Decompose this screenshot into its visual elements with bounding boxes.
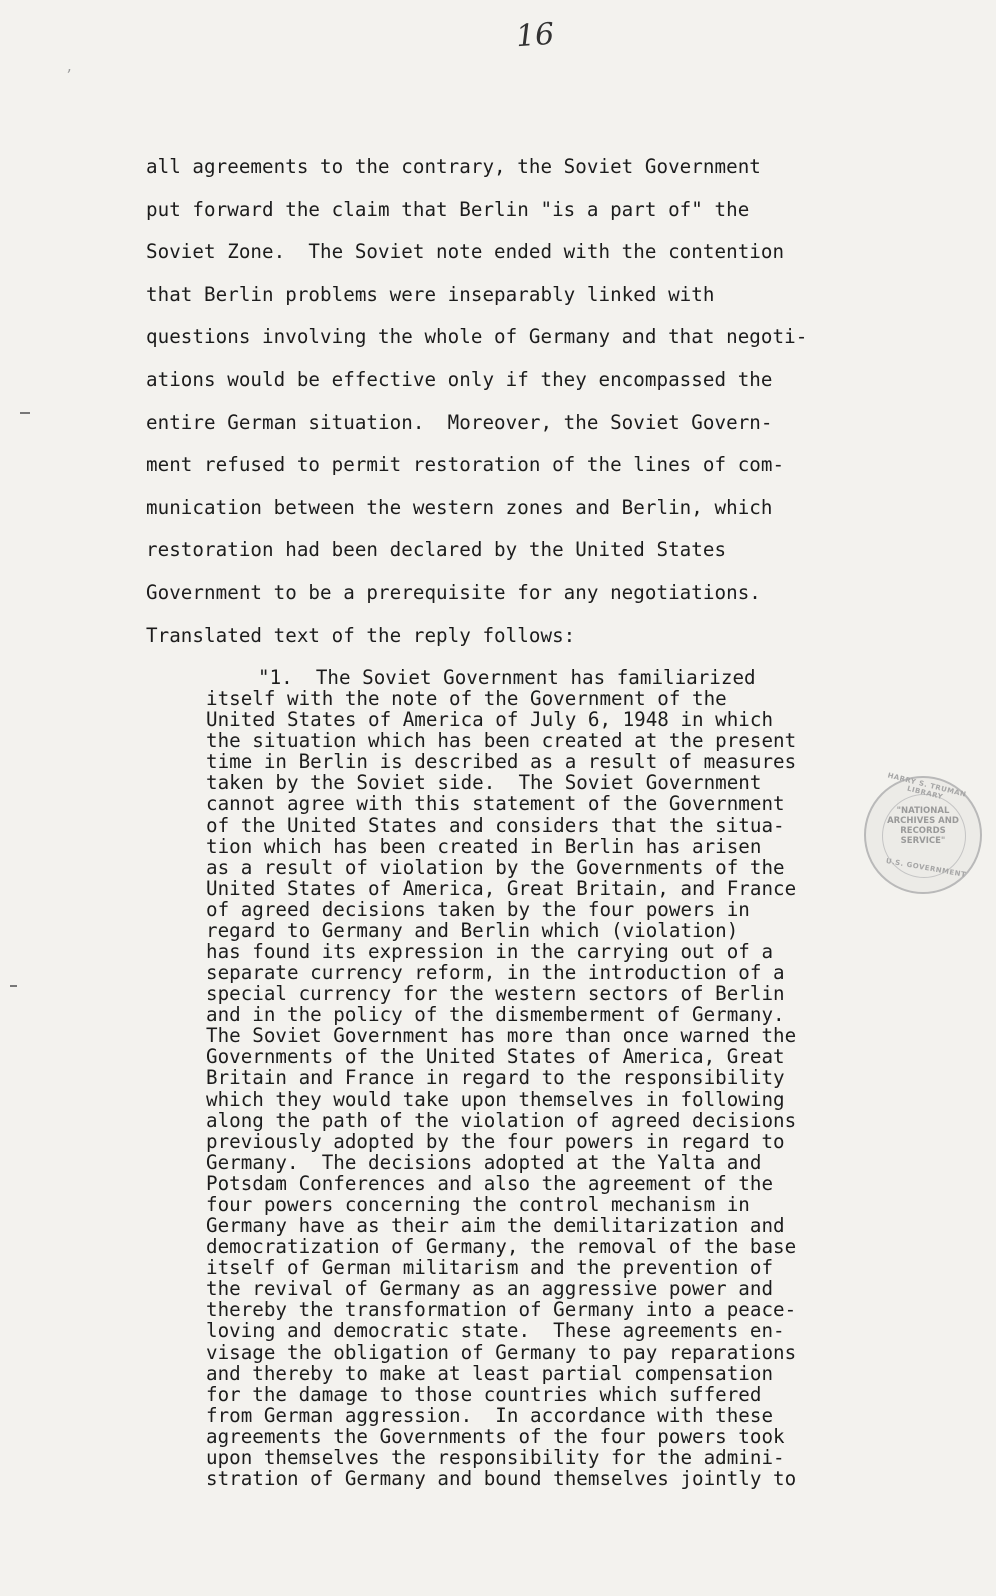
quote-line: United States of America of July 6, 1948 in which xyxy=(206,708,774,732)
quote-line: itself with the note of the Government of the xyxy=(206,687,727,711)
quote-line: separate currency reform, in the introduction of a xyxy=(206,961,785,985)
body-text-block xyxy=(146,146,906,657)
quote-line: itself of German militarism and the prevention of xyxy=(206,1256,774,1280)
quote-line: loving and democratic state. These agreements en- xyxy=(206,1319,785,1343)
body-line: Soviet Zone. The Soviet note ended with the contention xyxy=(146,240,785,264)
quote-line: has found its expression in the carrying out of a xyxy=(206,940,774,964)
quote-line: stration of Germany and bound themselves jointly to xyxy=(206,1466,797,1490)
quote-line: previously adopted by the four powers in regard to xyxy=(206,1129,785,1153)
margin-tick-mark: ʼ xyxy=(66,66,72,85)
body-line: munication between the western zones and Berlin, which xyxy=(146,495,773,519)
body-line: entire German situation. Moreover, the Soviet Govern- xyxy=(146,410,773,434)
quote-line: Britain and France in regard to the responsibility xyxy=(206,1066,785,1090)
quote-line: The Soviet Government has more than once warned the xyxy=(206,1024,797,1048)
body-line: questions involving the whole of Germany and that negoti- xyxy=(146,325,808,349)
quote-line: visage the obligation of Germany to pay reparations xyxy=(206,1340,797,1364)
body-line: put forward the claim that Berlin "is a part of" the xyxy=(146,197,750,221)
quote-line: Germany. The decisions adopted at the Yalta and xyxy=(206,1150,762,1174)
quote-line: taken by the Soviet side. The Soviet Government xyxy=(206,771,762,795)
body-line: ment refused to permit restoration of the lines of com- xyxy=(146,453,785,477)
archive-stamp-line-3: RECORDS xyxy=(900,826,946,836)
quote-line: four powers concerning the control mechanism in xyxy=(206,1192,750,1216)
quote-line: from German aggression. In accordance with these xyxy=(206,1403,774,1427)
quote-line: agreements the Governments of the four powers took xyxy=(206,1424,785,1448)
archive-stamp-line-1: "NATIONAL xyxy=(896,806,950,816)
quote-line: upon themselves the responsibility for the admini- xyxy=(206,1445,785,1469)
quote-line: cannot agree with this statement of the Government xyxy=(206,792,785,816)
quote-line: Governments of the United States of America, Great xyxy=(206,1045,785,1069)
quote-line: democratization of Germany, the removal of the base xyxy=(206,1235,797,1259)
page-number: 16 xyxy=(514,16,556,55)
quote-line: Potsdam Conferences and also the agreement of the xyxy=(206,1171,774,1195)
archive-stamp-ring-bottom: U.S. GOVERNMENT xyxy=(885,856,967,879)
body-line: restoration had been declared by the United States xyxy=(146,538,727,562)
archive-stamp xyxy=(864,771,982,894)
quote-line: and thereby to make at least partial compensation xyxy=(206,1361,774,1385)
quote-line: regard to Germany and Berlin which (violation) xyxy=(206,918,739,942)
quote-line: which they would take upon themselves in following xyxy=(206,1087,785,1111)
quote-line: and in the policy of the dismemberment of Germany. xyxy=(206,1003,785,1027)
archive-stamp-ring-top: HARRY S. TRUMAN LIBRARY xyxy=(886,771,968,802)
quote-line: "1. The Soviet Government has familiarized xyxy=(258,666,756,689)
quote-line: Germany have as their aim the demilitarization and xyxy=(206,1214,785,1238)
quote-line: of agreed decisions taken by the four powers in xyxy=(206,897,750,921)
quote-line: for the damage to those countries which suffered xyxy=(206,1382,762,1406)
quote-line: United States of America, Great Britain, and France xyxy=(206,876,797,900)
body-line: Translated text of the reply follows: xyxy=(146,623,576,647)
margin-dash-left-2 xyxy=(10,985,17,987)
body-line: ations would be effective only if they encompassed the xyxy=(146,367,773,391)
quote-line: time in Berlin is described as a result of measures xyxy=(206,750,797,774)
archive-stamp-line-2: ARCHIVES AND xyxy=(887,816,959,826)
translated-reply-quote xyxy=(206,667,886,1489)
quote-line: special currency for the western sectors of Berlin xyxy=(206,982,785,1006)
margin-dash-left-1 xyxy=(20,412,30,414)
quote-line: along the path of the violation of agreed decisions xyxy=(206,1108,797,1132)
body-line: that Berlin problems were inseparably linked with xyxy=(146,282,715,306)
archive-stamp-line-4: SERVICE" xyxy=(900,836,946,846)
quote-line: thereby the transformation of Germany into a peace- xyxy=(206,1298,797,1322)
quote-line: the situation which has been created at the present xyxy=(206,729,797,753)
quote-line: the revival of Germany as an aggressive power and xyxy=(206,1277,774,1301)
quote-line: of the United States and considers that the situa- xyxy=(206,813,785,837)
quote-line: as a result of violation by the Governments of the xyxy=(206,855,785,879)
body-line: all agreements to the contrary, the Soviet Government xyxy=(146,155,761,178)
quote-line: tion which has been created in Berlin has arisen xyxy=(206,834,762,858)
body-line: Government to be a prerequisite for any negotiations. xyxy=(146,580,761,604)
